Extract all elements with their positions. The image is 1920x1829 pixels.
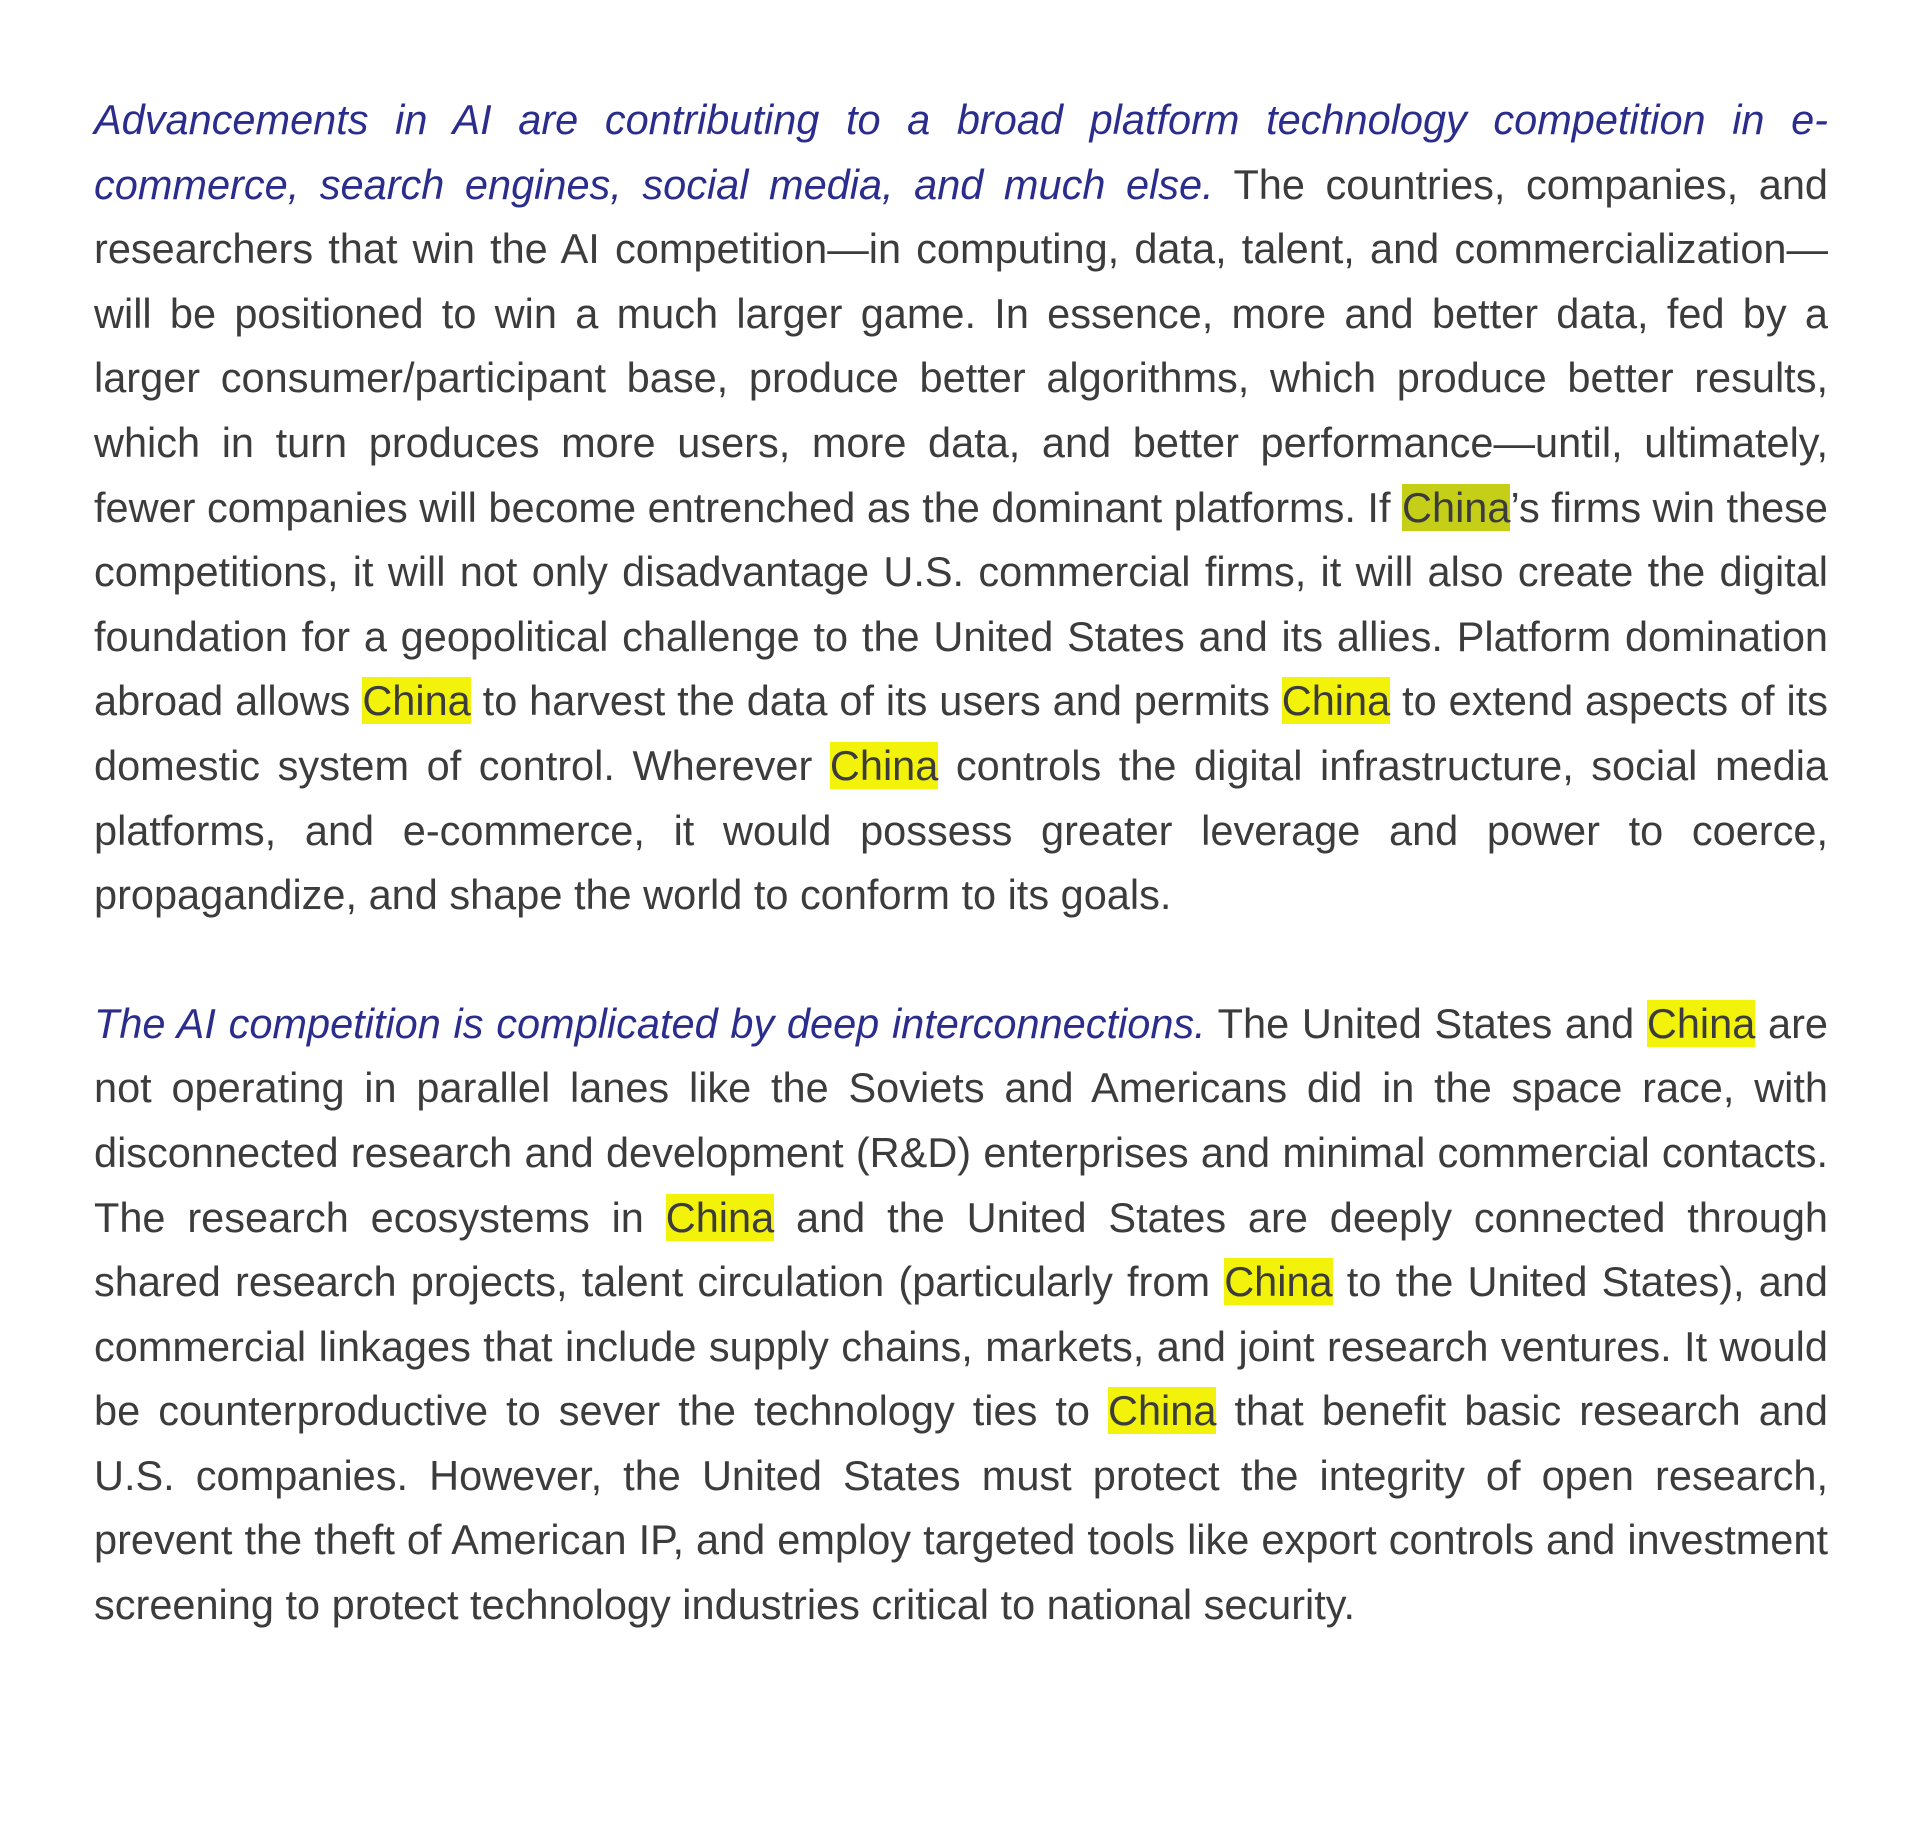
highlighted-term: China [829,741,939,789]
text-segment: to extend aspects of its domestic system of control. Wherever [94,677,1828,789]
text-segment: controls the digital infrastructure, social media platforms, and e-commerce, it would possess greater leverage and power to coerce, propagandize, and shape the world to conform to its goals. [94,741,1828,919]
document-body [94,88,1828,1638]
highlighted-term: China [1402,483,1511,531]
paragraph-1-lead: Advancements in AI are contributing to a broad platform technology competition in e-commerce, search engines, social media, and much else. [94,96,1828,208]
text-segment: that benefit basic research and U.S. companies. However, the United States must protect the integrity of open research, prevent the theft of American IP, and employ targeted tools like export controls and investment screening to protect technology industries critical to national security. [94,1387,1828,1629]
paragraph-2 [94,992,1828,1638]
highlighted-term: China [665,1193,775,1241]
highlighted-term: China [1108,1387,1217,1435]
paragraph-2-lead: The AI competition is complicated by deep interconnections. [94,999,1206,1047]
text-segment: to harvest the data of its users and permits [470,677,1282,725]
text-segment: are not operating in parallel lanes like the Soviets and Americans did in the space race, with disconnected research and development (R&D) enterprises and minimal commercial contacts. The research ecosystems in [94,999,1829,1241]
paragraph-1 [94,88,1828,928]
text-segment: to the United States), and commercial linkages that include supply chains, markets, and joint research ventures. It would be counterproductive to sever the technology ties to [94,1258,1828,1435]
highlighted-term: China [362,677,471,725]
text-segment: The countries, companies, and researchers that win the AI competition—in computing, data, talent, and commercialization—will be positioned to win a much larger game. In essence, more and better data, fed by a larger consumer/participant base, produce better algorithms, which produce better results, which in turn produces more users, more data, and better performance—until, ultimately, fewer companies will become entrenched as the dominant platforms. If [94,160,1829,531]
text-segment: The United States and [1205,999,1647,1047]
highlighted-term: China [1281,677,1391,725]
highlighted-term: China [1646,999,1756,1047]
text-segment: ’s firms win these competitions, it will not only disadvantage U.S. commercial firms, it will also create the digital foundation for a geopolitical challenge to the United States and its allies. Platform domination abroad allows [94,483,1828,725]
highlighted-term: China [1224,1258,1333,1306]
text-segment: and the United States are deeply connected through shared research projects, talent circulation (particularly from [94,1193,1828,1306]
